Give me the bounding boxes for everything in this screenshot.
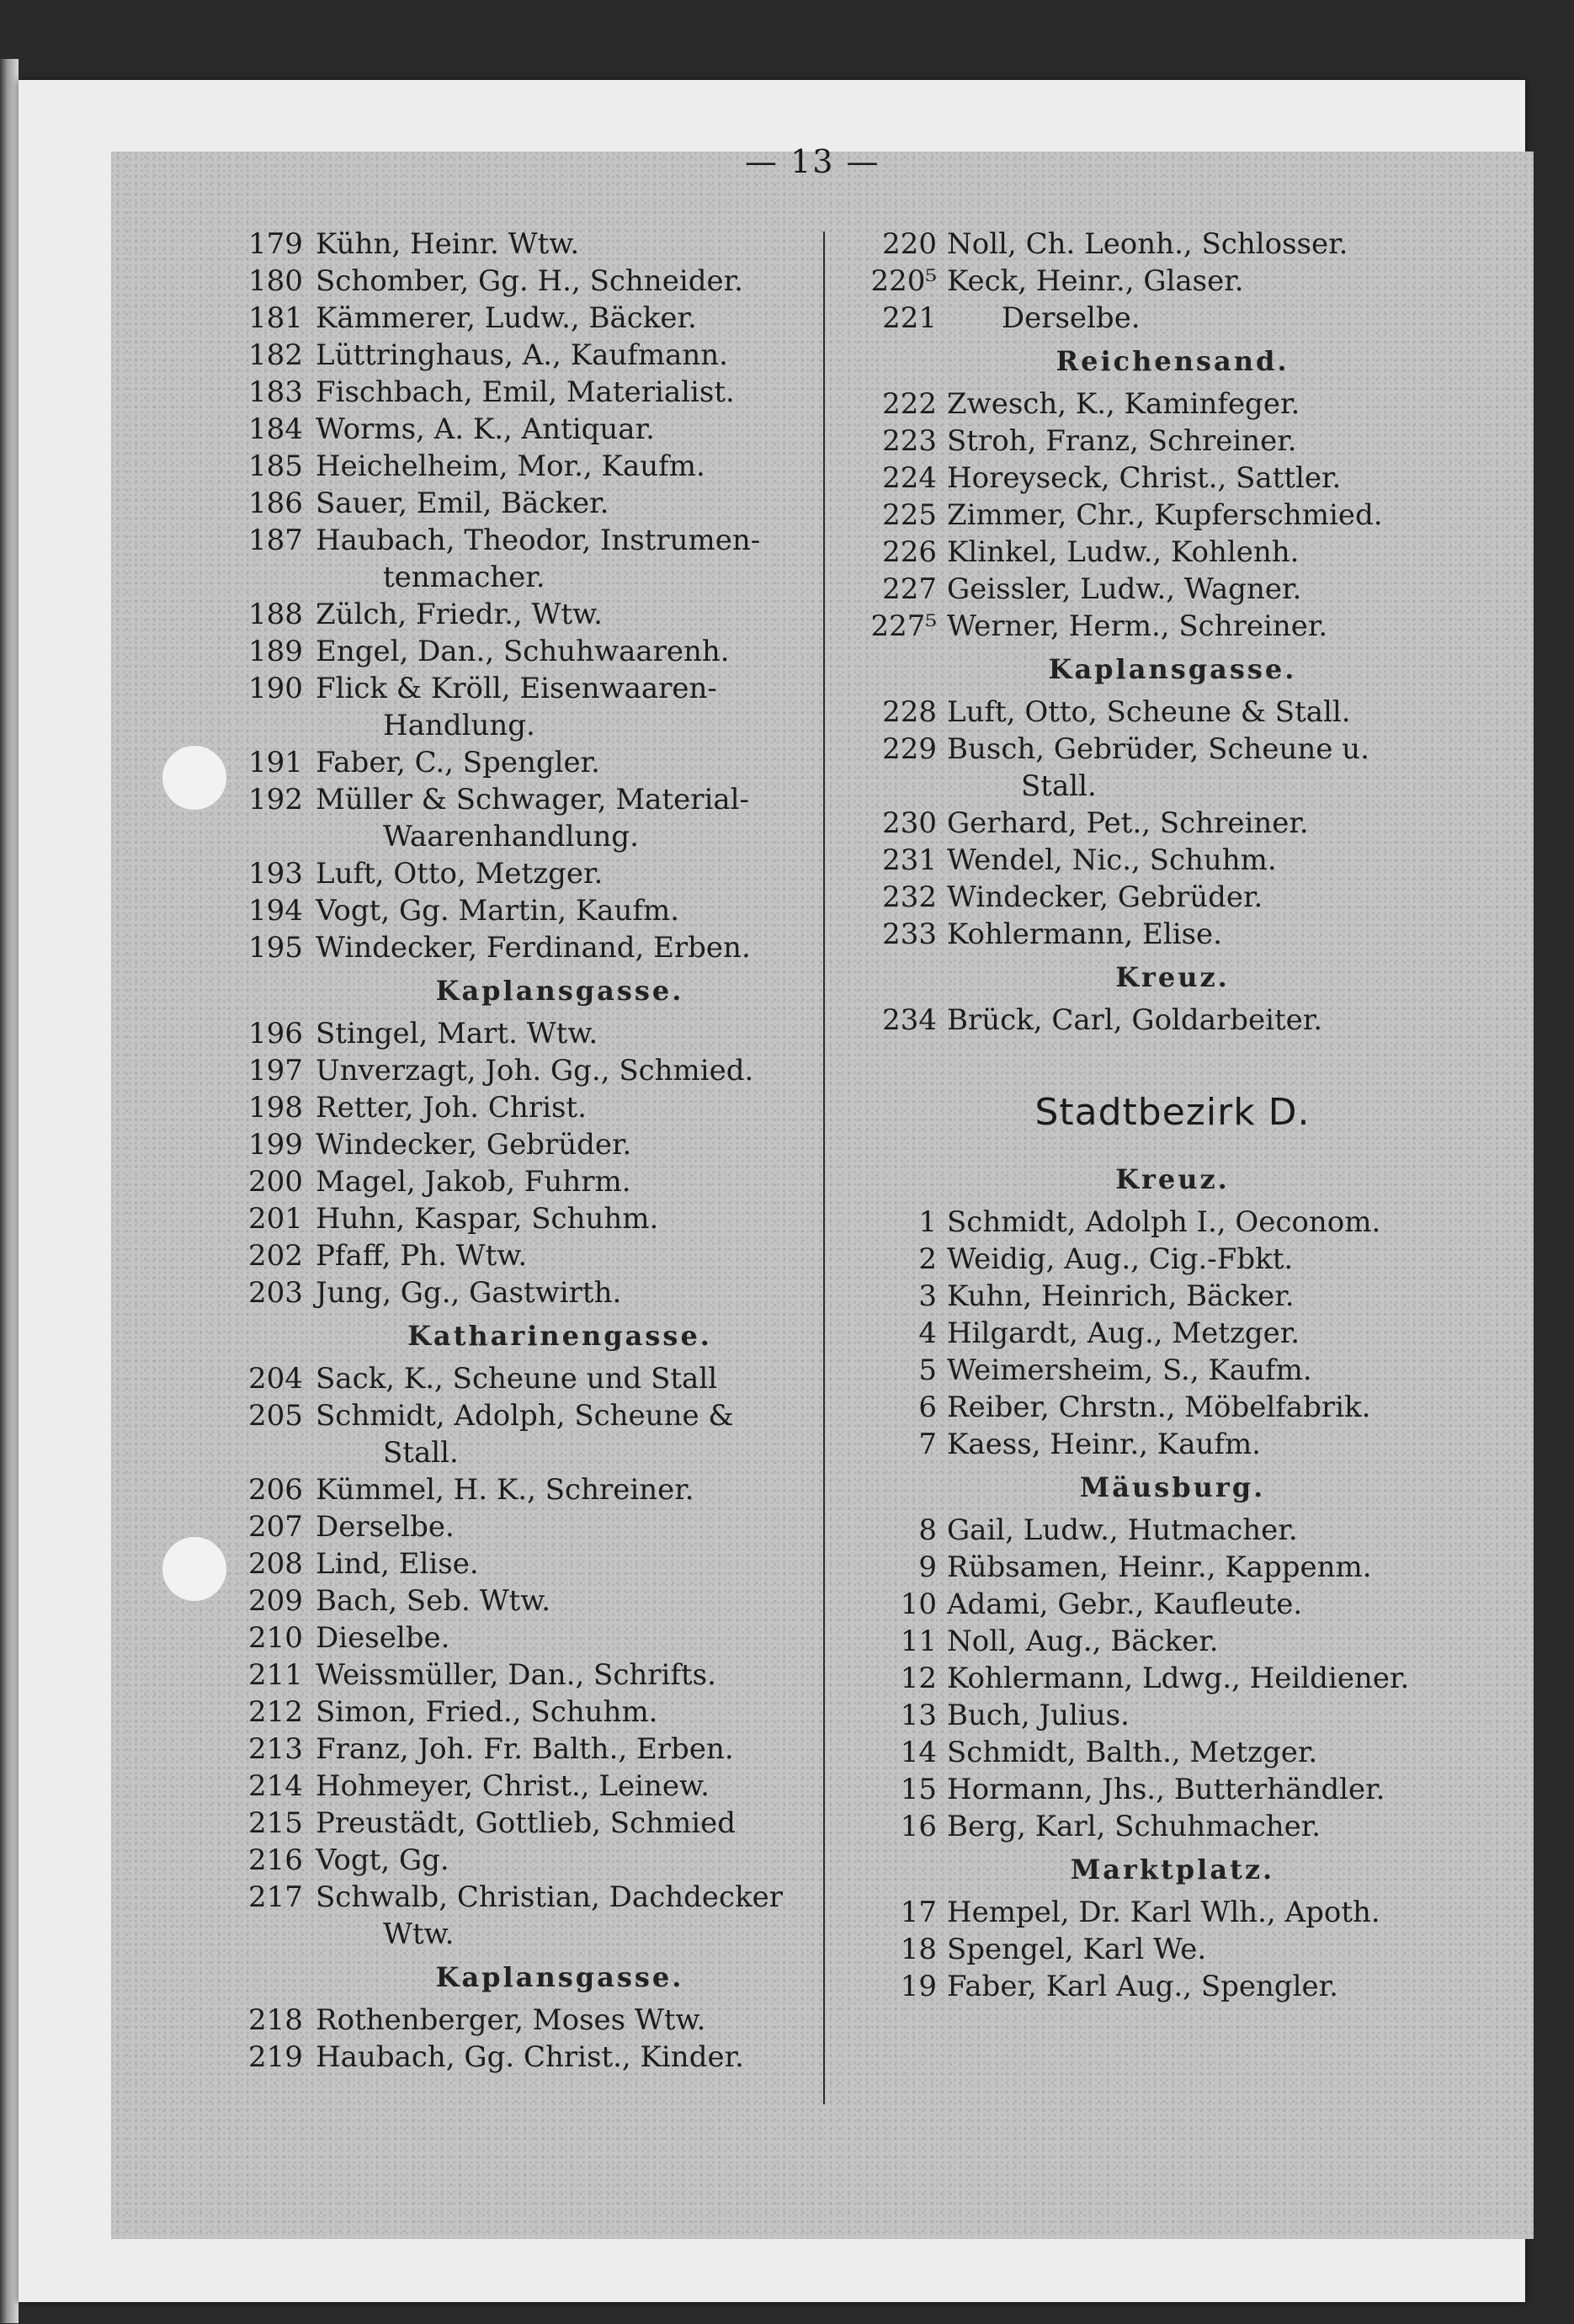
resident-text: Sack, K., Scheune und Stall: [316, 1362, 718, 1396]
directory-entry: [853, 731, 1492, 768]
house-number: 232: [882, 880, 937, 914]
resident-text: Kämmerer, Ludw., Bäcker.: [316, 301, 697, 335]
resident-text: Hilgardt, Aug., Metzger.: [947, 1316, 1300, 1350]
resident-text: Schmidt, Adolph, Scheune &: [316, 1399, 734, 1433]
directory-entry: [248, 892, 871, 929]
resident-text: Berg, Karl, Schuhmacher.: [947, 1810, 1321, 1843]
resident-text: Weimersheim, S., Kaufm.: [947, 1353, 1312, 1387]
resident-text: Haubach, Gg. Christ., Kinder.: [316, 2040, 744, 2074]
resident-text: Franz, Joh. Fr. Balth., Erben.: [316, 1732, 734, 1766]
house-number: 227⁵: [870, 609, 937, 643]
house-number: 14: [900, 1736, 937, 1769]
entry-continuation: Stall.: [383, 1436, 459, 1470]
resident-text: Fischbach, Emil, Materialist.: [316, 375, 735, 409]
house-number: 194: [248, 894, 303, 928]
directory-entry: [248, 485, 871, 522]
directory-entry: [248, 448, 871, 485]
directory-entry: [248, 1879, 871, 1916]
resident-text: Kohlermann, Ldwg., Heildiener.: [947, 1662, 1410, 1695]
house-number: 225: [882, 498, 937, 532]
resident-text: Faber, Karl Aug., Spengler.: [947, 1970, 1338, 2003]
house-number: 206: [248, 1473, 303, 1507]
resident-text: Bach, Seb. Wtw.: [316, 1584, 551, 1618]
house-number: 207: [248, 1510, 303, 1544]
house-number: 8: [918, 1513, 937, 1547]
house-number: 226: [882, 535, 937, 569]
street-heading: Marktplatz.: [1070, 1853, 1275, 1885]
resident-text: Zülch, Friedr., Wtw.: [316, 598, 603, 631]
directory-entry: [853, 1241, 1492, 1278]
directory-entry: [853, 1894, 1492, 1931]
house-number: 185: [248, 449, 303, 483]
directory-entry: [248, 1163, 871, 1200]
house-number: 17: [900, 1896, 937, 1929]
resident-text: Horeyseck, Christ., Sattler.: [947, 461, 1342, 495]
street-heading: Kreuz.: [1115, 1163, 1230, 1195]
house-number: 190: [248, 672, 303, 705]
house-number: 231: [882, 843, 937, 877]
resident-text: Faber, C., Spengler.: [316, 746, 600, 779]
street-heading: Mäusburg.: [1079, 1471, 1266, 1503]
street-heading: Kaplansgasse.: [435, 1961, 684, 1993]
resident-text: Zimmer, Chr., Kupferschmied.: [947, 498, 1383, 532]
resident-text: Magel, Jakob, Fuhrm.: [316, 1165, 631, 1199]
resident-text: Windecker, Gebrüder.: [947, 880, 1263, 914]
resident-text: Müller & Schwager, Material-: [316, 783, 749, 816]
house-number: 13: [900, 1699, 937, 1732]
resident-text: Buch, Julius.: [947, 1699, 1130, 1732]
entry-continuation: tenmacher.: [383, 561, 545, 594]
directory-entry: [248, 633, 871, 670]
house-number: 219: [248, 2040, 303, 2074]
house-number: 9: [918, 1550, 937, 1584]
house-number: 10: [900, 1587, 937, 1621]
directory-entry: [853, 1623, 1492, 1660]
directory-entry: [248, 670, 871, 707]
directory-entry: [853, 386, 1492, 423]
directory-entry: [853, 263, 1492, 300]
directory-entry: [248, 1545, 871, 1582]
house-number: 213: [248, 1732, 303, 1766]
directory-entry: [248, 1582, 871, 1619]
resident-text: Werner, Herm., Schreiner.: [947, 609, 1328, 643]
resident-text: Simon, Fried., Schuhm.: [316, 1695, 658, 1729]
directory-entry: [853, 842, 1492, 879]
entry-continuation: Handlung.: [383, 709, 535, 742]
directory-entry: [853, 879, 1492, 916]
directory-entry: [248, 1508, 871, 1545]
resident-text: Windecker, Ferdinand, Erben.: [316, 931, 751, 965]
house-number: 201: [248, 1202, 303, 1236]
directory-entry: [853, 1512, 1492, 1549]
resident-text: Haubach, Theodor, Instrumen-: [316, 524, 761, 557]
resident-text: Kaess, Heinr., Kaufm.: [947, 1428, 1261, 1461]
resident-text: Stroh, Franz, Schreiner.: [947, 424, 1297, 458]
directory-entry: [248, 2002, 871, 2039]
house-number: 6: [918, 1391, 937, 1424]
directory-entry: [853, 534, 1492, 571]
resident-text: Luft, Otto, Scheune & Stall.: [947, 695, 1351, 729]
house-number: 184: [248, 412, 303, 446]
house-number: 182: [248, 338, 303, 372]
resident-text: Unverzagt, Joh. Gg., Schmied.: [316, 1054, 754, 1088]
resident-text: Weissmüller, Dan., Schrifts.: [316, 1658, 716, 1692]
directory-entry: [853, 1586, 1492, 1623]
house-number: 222: [882, 387, 937, 421]
resident-text: Stingel, Mart. Wtw.: [316, 1017, 598, 1050]
house-number: 191: [248, 746, 303, 779]
directory-entry: [853, 916, 1492, 953]
house-number: 197: [248, 1054, 303, 1088]
resident-text: Kümmel, H. K., Schreiner.: [316, 1473, 694, 1507]
directory-entry: [853, 1660, 1492, 1697]
house-number: 217: [248, 1880, 303, 1914]
house-number: 189: [248, 635, 303, 668]
resident-text: Schmidt, Adolph I., Oeconom.: [947, 1205, 1381, 1239]
resident-text: Derselbe.: [947, 301, 1141, 335]
directory-entry: [248, 337, 871, 374]
house-number: 227: [882, 572, 937, 606]
directory-entry: [248, 1842, 871, 1879]
resident-text: Sauer, Emil, Bäcker.: [316, 487, 609, 520]
house-number: 16: [900, 1810, 937, 1843]
directory-entry: [248, 1619, 871, 1657]
street-heading: Kreuz.: [1115, 961, 1230, 993]
resident-text: Noll, Ch. Leonh., Schlosser.: [947, 227, 1348, 261]
resident-text: Vogt, Gg. Martin, Kaufm.: [316, 894, 680, 928]
directory-entry: [853, 1808, 1492, 1845]
house-number: 220⁵: [870, 264, 937, 298]
directory-entry: [853, 423, 1492, 460]
page-number: — 13 —: [745, 143, 880, 180]
house-number: 12: [900, 1662, 937, 1695]
house-number: 187: [248, 524, 303, 557]
entry-continuation: Waarenhandlung.: [383, 820, 639, 854]
house-number: 202: [248, 1239, 303, 1273]
directory-entry: [248, 1657, 871, 1694]
directory-entry: [853, 1968, 1492, 2005]
house-number: 230: [882, 806, 937, 840]
house-number: 2: [918, 1242, 937, 1276]
house-number: 186: [248, 487, 303, 520]
directory-entry: [853, 226, 1492, 263]
house-number: 5: [918, 1353, 937, 1387]
resident-text: Flick & Kröll, Eisenwaaren-: [316, 672, 717, 705]
resident-text: Schomber, Gg. H., Schneider.: [316, 264, 743, 298]
resident-text: Schmidt, Balth., Metzger.: [947, 1736, 1318, 1769]
directory-entry: [853, 497, 1492, 534]
resident-text: Hohmeyer, Christ., Leinew.: [316, 1769, 710, 1803]
resident-text: Vogt, Gg.: [316, 1843, 449, 1877]
resident-text: Huhn, Kaspar, Schuhm.: [316, 1202, 659, 1236]
directory-entry: [248, 1360, 871, 1397]
house-number: 198: [248, 1091, 303, 1125]
directory-entry: [248, 1471, 871, 1508]
resident-text: Windecker, Gebrüder.: [316, 1128, 632, 1162]
resident-text: Busch, Gebrüder, Scheune u.: [947, 732, 1369, 766]
resident-text: Schwalb, Christian, Dachdecker: [316, 1880, 784, 1914]
directory-entry: [248, 1052, 871, 1089]
house-number: 196: [248, 1017, 303, 1050]
directory-entry: [248, 744, 871, 781]
house-number: 1: [918, 1205, 937, 1239]
directory-entry: [248, 1694, 871, 1731]
directory-entry: [248, 1200, 871, 1237]
directory-entry: [853, 1771, 1492, 1808]
house-number: 193: [248, 857, 303, 891]
directory-entry: [853, 1697, 1492, 1734]
house-number: 15: [900, 1773, 937, 1806]
resident-text: Hempel, Dr. Karl Wlh., Apoth.: [947, 1896, 1380, 1929]
resident-text: Preustädt, Gottlieb, Schmied: [316, 1806, 736, 1840]
directory-entry: [853, 1352, 1492, 1389]
resident-text: Gerhard, Pet., Schreiner.: [947, 806, 1309, 840]
directory-entry: [853, 805, 1492, 842]
resident-text: Weidig, Aug., Cig.-Fbkt.: [947, 1242, 1294, 1276]
directory-entry: [248, 1397, 871, 1434]
left-column: [248, 226, 871, 2076]
house-number: 221: [882, 301, 937, 335]
directory-entry: [853, 1002, 1492, 1039]
directory-entry: [248, 263, 871, 300]
resident-text: Rothenberger, Moses Wtw.: [316, 2003, 706, 2037]
directory-entry: [853, 1734, 1492, 1771]
resident-text: Worms, A. K., Antiquar.: [316, 412, 655, 446]
house-number: 205: [248, 1399, 303, 1433]
resident-text: Kuhn, Heinrich, Bäcker.: [947, 1279, 1295, 1313]
house-number: 18: [900, 1933, 937, 1966]
street-heading: Reichensand.: [1056, 345, 1290, 377]
directory-entry: [853, 300, 1492, 337]
resident-text: Adami, Gebr., Kaufleute.: [947, 1587, 1303, 1621]
directory-entry: [248, 1274, 871, 1311]
book-edge: [0, 59, 19, 2323]
house-number: 11: [900, 1625, 937, 1658]
house-number: 229: [882, 732, 937, 766]
resident-text: Lüttringhaus, A., Kaufmann.: [316, 338, 728, 372]
directory-entry: [248, 596, 871, 633]
directory-entry: [853, 694, 1492, 731]
directory-entry: [853, 1426, 1492, 1463]
directory-entry: [248, 1237, 871, 1274]
entry-continuation: Wtw.: [383, 1917, 455, 1951]
directory-entry: [248, 781, 871, 818]
house-number: 228: [882, 695, 937, 729]
directory-entry: [248, 929, 871, 966]
house-number: 199: [248, 1128, 303, 1162]
directory-entry: [853, 1315, 1492, 1352]
directory-entry: [853, 1931, 1492, 1968]
house-number: 188: [248, 598, 303, 631]
house-number: 192: [248, 783, 303, 816]
resident-text: Zwesch, K., Kaminfeger.: [947, 387, 1300, 421]
directory-entry: [248, 1731, 871, 1768]
house-number: 4: [918, 1316, 937, 1350]
house-number: 223: [882, 424, 937, 458]
directory-entry: [248, 226, 871, 263]
house-number: 200: [248, 1165, 303, 1199]
resident-text: Geissler, Ludw., Wagner.: [947, 572, 1302, 606]
house-number: 210: [248, 1621, 303, 1655]
directory-entry: [853, 1389, 1492, 1426]
house-number: 216: [248, 1843, 303, 1877]
street-heading: Kaplansgasse.: [435, 975, 684, 1007]
house-number: 214: [248, 1769, 303, 1803]
resident-text: Hormann, Jhs., Butterhändler.: [947, 1773, 1385, 1806]
house-number: 208: [248, 1547, 303, 1581]
house-number: 179: [248, 227, 303, 261]
directory-entry: [853, 1204, 1492, 1241]
resident-text: Rübsamen, Heinr., Kappenm.: [947, 1550, 1372, 1584]
resident-text: Derselbe.: [316, 1510, 455, 1544]
directory-entry: [248, 374, 871, 411]
house-number: 204: [248, 1362, 303, 1396]
resident-text: Reiber, Chrstn., Möbelfabrik.: [947, 1391, 1371, 1424]
directory-entry: [248, 300, 871, 337]
resident-text: Spengel, Karl We.: [947, 1933, 1207, 1966]
house-number: 218: [248, 2003, 303, 2037]
resident-text: Brück, Carl, Goldarbeiter.: [947, 1003, 1323, 1037]
house-number: 3: [918, 1279, 937, 1313]
street-heading: Kaplansgasse.: [1048, 653, 1297, 685]
resident-text: Keck, Heinr., Glaser.: [947, 264, 1244, 298]
directory-entry: [853, 571, 1492, 608]
entry-continuation: Stall.: [1021, 769, 1097, 803]
directory-entry: [248, 1805, 871, 1842]
house-number: 181: [248, 301, 303, 335]
directory-entry: [248, 2039, 871, 2076]
directory-entry: [248, 411, 871, 448]
house-number: 19: [900, 1970, 937, 2003]
resident-text: Engel, Dan., Schuhwaarenh.: [316, 635, 730, 668]
house-number: 212: [248, 1695, 303, 1729]
resident-text: Retter, Joh. Christ.: [316, 1091, 587, 1125]
resident-text: Lind, Elise.: [316, 1547, 479, 1581]
directory-entry: [853, 1549, 1492, 1586]
resident-text: Klinkel, Ludw., Kohlenh.: [947, 535, 1300, 569]
right-column: [853, 226, 1492, 2005]
house-number: 220: [882, 227, 937, 261]
directory-entry: [248, 1089, 871, 1126]
directory-entry: [248, 522, 871, 559]
directory-entry: [248, 1126, 871, 1163]
house-number: 233: [882, 917, 937, 951]
house-number: 209: [248, 1584, 303, 1618]
directory-entry: [248, 855, 871, 892]
resident-text: Kohlermann, Elise.: [947, 917, 1222, 951]
directory-entry: [853, 460, 1492, 497]
resident-text: Kühn, Heinr. Wtw.: [316, 227, 580, 261]
house-number: 7: [918, 1428, 937, 1461]
resident-text: Gail, Ludw., Hutmacher.: [947, 1513, 1298, 1547]
house-number: 195: [248, 931, 303, 965]
house-number: 183: [248, 375, 303, 409]
punch-hole: [162, 1536, 227, 1602]
resident-text: Pfaff, Ph. Wtw.: [316, 1239, 528, 1273]
house-number: 180: [248, 264, 303, 298]
resident-text: Jung, Gg., Gastwirth.: [316, 1276, 622, 1310]
house-number: 215: [248, 1806, 303, 1840]
house-number: 203: [248, 1276, 303, 1310]
directory-entry: [853, 608, 1492, 645]
district-heading: Stadtbezirk D.: [1034, 1091, 1311, 1134]
resident-text: Wendel, Nic., Schuhm.: [947, 843, 1277, 877]
resident-text: Luft, Otto, Metzger.: [316, 857, 604, 891]
street-heading: Katharinengasse.: [407, 1320, 712, 1352]
house-number: 234: [882, 1003, 937, 1037]
resident-text: Heichelheim, Mor., Kaufm.: [316, 449, 705, 483]
resident-text: Dieselbe.: [316, 1621, 450, 1655]
punch-hole: [162, 745, 227, 811]
house-number: 224: [882, 461, 937, 495]
directory-entry: [248, 1768, 871, 1805]
directory-entry: [853, 1278, 1492, 1315]
house-number: 211: [248, 1658, 303, 1692]
resident-text: Noll, Aug., Bäcker.: [947, 1625, 1219, 1658]
directory-entry: [248, 1015, 871, 1052]
